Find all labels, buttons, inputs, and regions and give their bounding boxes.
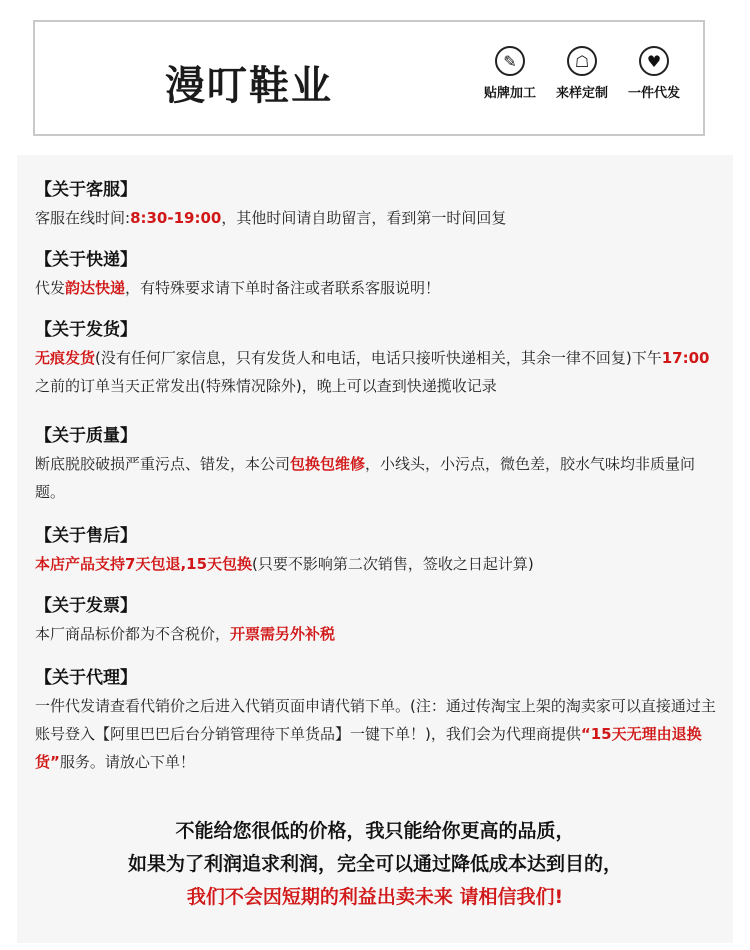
section-customer-service xyxy=(35,175,717,232)
section-body xyxy=(35,620,717,648)
quality-highlight: 包换包维修 xyxy=(290,455,366,473)
text: 一件代发请查看代销价之后进入代销页面申请代销下单。(注：通过传淘宝上架的淘卖家可以直接通过主账号登入【阿里巴巴后台分销管理待下单货品】一键下单！)，我们会为代理商提供 xyxy=(35,697,716,743)
section-title: 【关于质量】 xyxy=(35,426,137,446)
text: 服务。请放心下单！ xyxy=(59,753,195,771)
service-custom xyxy=(551,46,613,101)
section-title: 【关于售后】 xyxy=(35,526,137,546)
shipping-tag: 无痕发货 xyxy=(35,349,96,367)
text: (没有任何厂家信息，只有发货人和电话，电话只接听快递相关，其余一律不回复)下午 xyxy=(95,349,662,367)
section-body xyxy=(35,274,717,302)
section-after-sale xyxy=(35,521,717,578)
aftersale-highlight: 本店产品支持7天包退,15天包换 xyxy=(35,555,253,573)
section-title: 【关于代理】 xyxy=(35,668,137,688)
section-shipping xyxy=(35,315,717,400)
text: ，小线头，小污点，微色差，胶水气味均非质量问题。 xyxy=(35,455,696,501)
service-label-dropship: 一件代发 xyxy=(627,86,680,101)
heart-icon: ♥ xyxy=(639,46,669,76)
section-body xyxy=(35,204,717,232)
text: 客服在线时间: xyxy=(35,209,131,227)
header-banner xyxy=(33,20,705,136)
courier-name: 韵达快递 xyxy=(65,279,126,297)
cutoff-time: 17:00 xyxy=(661,349,710,367)
section-title: 【关于客服】 xyxy=(35,180,137,200)
brand-name: 漫叮鞋业 xyxy=(165,63,333,109)
section-quality xyxy=(35,421,717,506)
notice-panel xyxy=(17,155,733,943)
section-title: 【关于发货】 xyxy=(35,320,137,340)
text: 本厂商品标价都为不含税价， xyxy=(35,625,231,643)
agent-highlight: “15天无理由退换货” xyxy=(35,725,702,771)
text: (只要不影响第二次销售，签收之日起计算) xyxy=(252,555,534,573)
section-title: 【关于发票】 xyxy=(35,596,137,616)
sample-shoe-icon: ☖ xyxy=(567,46,597,76)
service-dropship xyxy=(623,46,685,101)
text: ，有特殊要求请下单时备注或者联系客服说明！ xyxy=(125,279,441,297)
section-body xyxy=(35,450,717,506)
service-label-custom: 来样定制 xyxy=(555,86,608,101)
section-title: 【关于快递】 xyxy=(35,250,137,270)
service-list xyxy=(479,46,685,101)
service-oem xyxy=(479,46,541,101)
text: 断底脱胶破损严重污点、错发，本公司 xyxy=(35,455,291,473)
section-invoice xyxy=(35,591,717,648)
invoice-highlight: 开票需另外补税 xyxy=(230,625,336,643)
section-agent xyxy=(35,663,717,776)
text: ，其他时间请自助留言，看到第一时间回复 xyxy=(221,209,507,227)
service-label-oem: 贴牌加工 xyxy=(483,86,536,101)
closing-line-3: 我们不会因短期的利益出卖未来 请相信我们! xyxy=(186,886,564,908)
service-hours: 8:30-19:00 xyxy=(130,209,222,227)
shoe-tag-icon: ✎ xyxy=(495,46,525,76)
section-delivery xyxy=(35,245,717,302)
section-body xyxy=(35,550,717,578)
section-body xyxy=(35,344,717,400)
text: 代发 xyxy=(35,279,66,297)
closing-statement xyxy=(17,815,733,914)
closing-line-1: 不能给您很低的价格，我只能给你更高的品质， xyxy=(175,820,575,842)
text: 之前的订单当天正常发出(特殊情况除外)，晚上可以查到快递揽收记录 xyxy=(35,377,497,395)
closing-line-2: 如果为了利润追求利润，完全可以通过降低成本达到目的， xyxy=(127,853,622,875)
section-body xyxy=(35,692,717,776)
